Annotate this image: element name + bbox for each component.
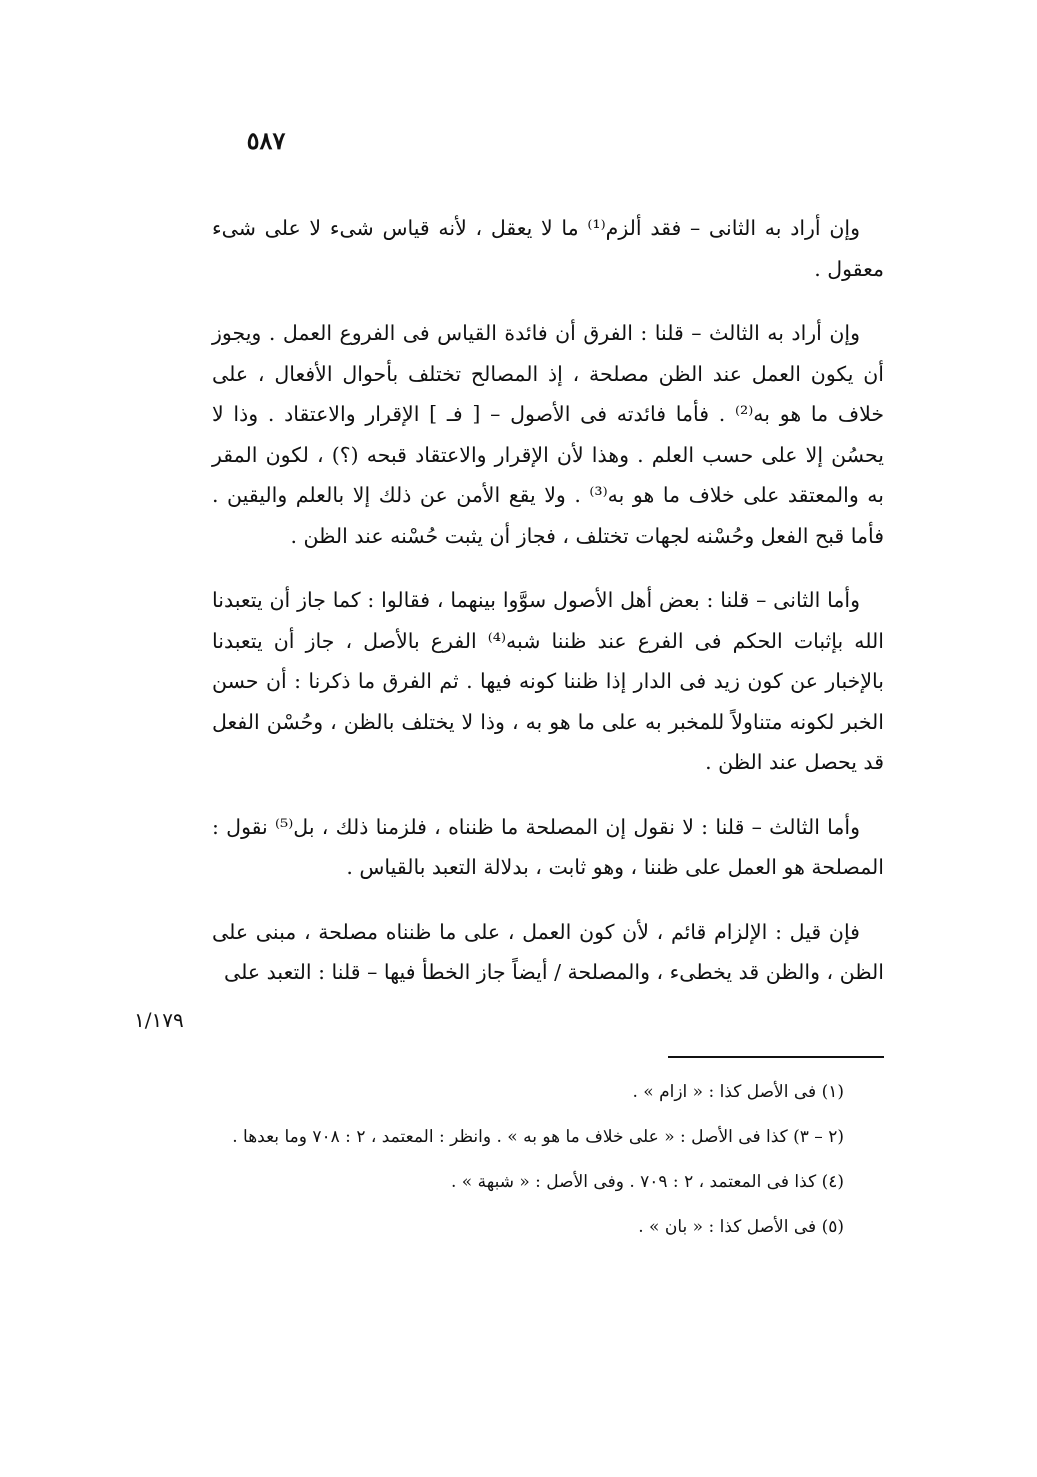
paragraph-5: فإن قيل : الإلزام قائم ، لأن كون العمل ، على ما ظنناه مصلحة ، مبنى على الظن ، والظن قد يخطىء ، والمصلحة / أيضاً جاز الخطأ فيها – قلنا : التعبد على xyxy=(212,919,884,984)
paragraph-2: وإن أراد به الثالث – قلنا : الفرق أن فائدة القياس فى الفروع العمل . ويجوز أن يكون العمل عند الظن مصلحة ، إذ المصالح تختلف بأحوال الأفعال ، على خلاف ما هو به⁽²⁾ . فأما فائدته فى الأصول – [ فـ ] الإقرار والاعتقاد . وذا لا يحسُن إلا على حسب العلم . وهذا لأن الإقرار والاعتقاد قبحه (؟) ، لكون المقر به والمعتقد على خلاف ما هو به⁽³⁾ . ولا يقع الأمن عن ذلك إلا بالعلم واليقين . فأما قبح الفعل وحُسْنه لجهات تختلف ، فجاز أن يثبت حُسْنه عند الظن . xyxy=(212,321,884,548)
main-text xyxy=(212,208,884,993)
paragraph-4: وأما الثالث – قلنا : لا نقول إن المصلحة ما ظنناه ، فلزمنا ذلك ، بل⁽⁵⁾ نقول : المصلحة هو العمل على ظننا ، وهو ثابت ، بدلالة التعبد بالقياس . xyxy=(212,814,884,879)
page-number: ٥٨٧ xyxy=(246,126,286,155)
footnote-separator xyxy=(668,1056,884,1058)
footnote-4: (٤) كذا فى المعتمد ، ٢ : ٧٠٩ . وفى الأصل : « شبهة » . xyxy=(451,1172,844,1192)
footnote-2-3: (٢ – ٣) كذا فى الأصل : « على خلاف ما هو به » . وانظر : المعتمد ، ٢ : ٧٠٨ وما بعدها . xyxy=(232,1127,844,1147)
paragraph-3: وأما الثانى – قلنا : بعض أهل الأصول سوَّوا بينهما ، فقالوا : كما جاز أن يتعبدنا الله بإثبات الحكم فى الفرع عند ظننا شبه⁽⁴⁾ الفرع بالأصل ، جاز أن يتعبدنا بالإخبار عن كون زيد فى الدار إذا ظننا كونه فيها . ثم الفرق ما ذكرنا : أن حسن الخبر لكونه متناولاً للمخبر به على ما هو به ، وذا لا يختلف بالظن ، وحُسْن الفعل قد يحصل عند الظن . xyxy=(212,588,884,774)
footnotes xyxy=(212,1076,884,1256)
paragraph-1: وإن أراد به الثانى – فقد ألزم⁽¹⁾ ما لا يعقل ، لأنه قياس شىء لا على شىء معقول . xyxy=(212,216,884,281)
footnote-5: (٥) فى الأصل كذا : « بان » . xyxy=(638,1217,844,1237)
footnote-1: (١) فى الأصل كذا : « ازام » . xyxy=(632,1082,844,1102)
margin-folio-reference: ١/١٧٩ xyxy=(134,1008,184,1032)
